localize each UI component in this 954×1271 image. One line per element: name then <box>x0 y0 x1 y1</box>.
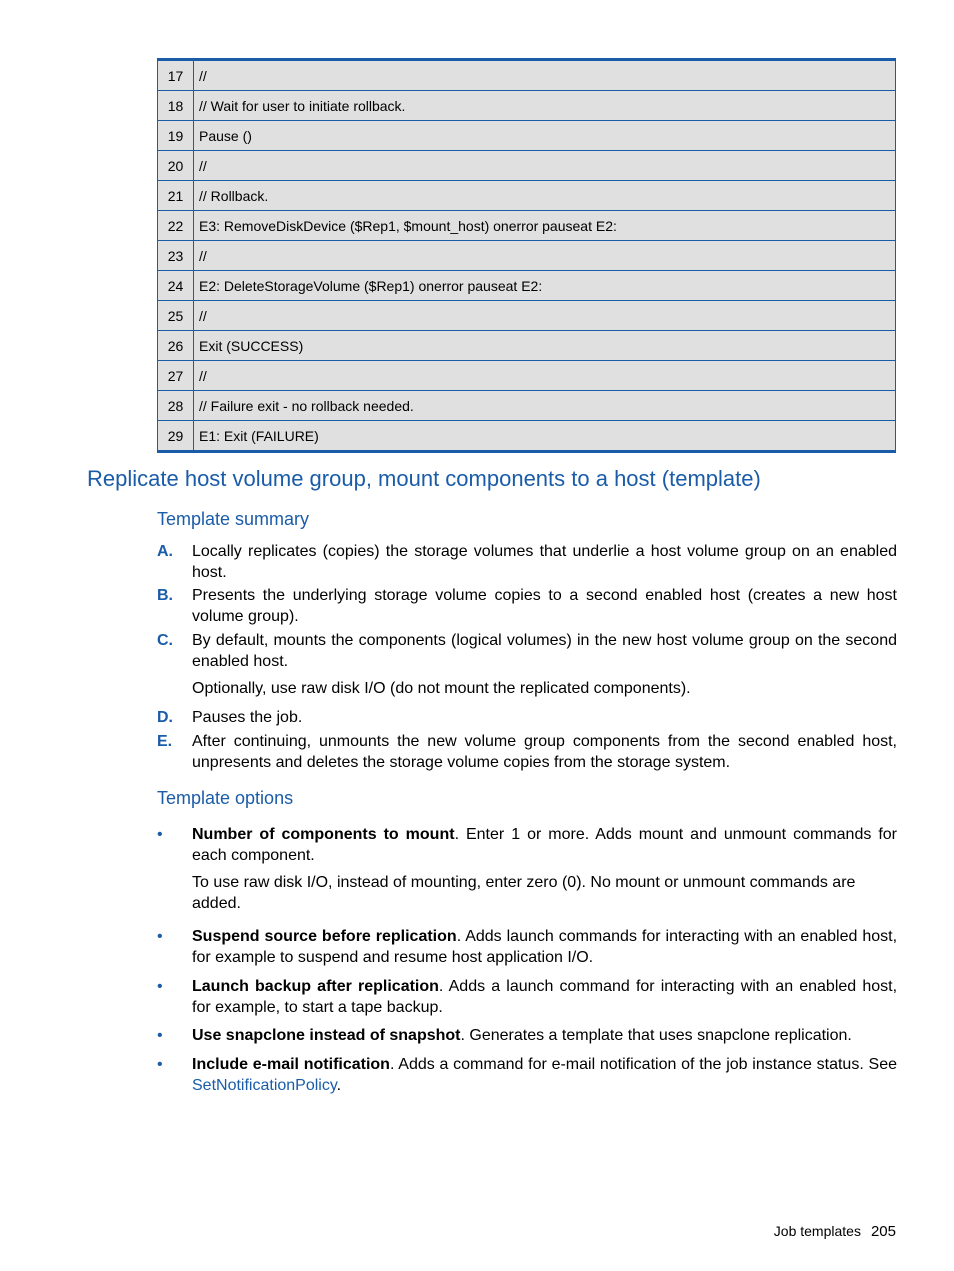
code-line: // <box>194 301 896 331</box>
list-marker: E. <box>157 733 173 750</box>
line-number: 26 <box>158 331 194 361</box>
template-options-heading: Template options <box>157 788 294 808</box>
line-number: 17 <box>158 60 194 91</box>
list-item-text: Presents the underlying storage volume copies to a second enabled host (creates a new host volume group). <box>192 587 897 625</box>
option-trailing-text: . <box>336 1077 342 1094</box>
bullet-icon: • <box>157 1056 163 1073</box>
summary-item-c <box>157 630 897 672</box>
option-label: Suspend source before replication <box>192 928 457 945</box>
bullet-icon: • <box>157 1027 163 1044</box>
code-line: E3: RemoveDiskDevice ($Rep1, $mount_host) onerror pauseat E2: <box>194 211 896 241</box>
option-label: Launch backup after replication <box>192 978 439 995</box>
option-text <box>192 976 897 1018</box>
template-summary-heading: Template summary <box>157 509 310 529</box>
line-number: 19 <box>158 121 194 151</box>
option-text <box>192 824 897 866</box>
optional-raw-io-note: Optionally, use raw disk I/O (do not mount the replicated components). <box>192 680 691 697</box>
bullet-icon: • <box>157 928 163 945</box>
line-number: 28 <box>158 391 194 421</box>
option-label: Use snapclone instead of snapshot <box>192 1027 461 1044</box>
table-row <box>158 60 896 91</box>
option-item-snapclone <box>157 1025 897 1046</box>
list-marker: C. <box>157 632 173 649</box>
code-line: Pause () <box>194 121 896 151</box>
page-footer <box>774 1223 896 1240</box>
line-number: 22 <box>158 211 194 241</box>
bullet-icon: • <box>157 826 163 843</box>
option-description: . Adds a command for e-mail notification of the job instance status. See <box>389 1056 897 1073</box>
code-line: // <box>194 361 896 391</box>
option-item-components <box>157 824 897 866</box>
list-item-text: Pauses the job. <box>192 709 303 726</box>
list-marker: D. <box>157 709 173 726</box>
line-number: 23 <box>158 241 194 271</box>
list-item-text: Locally replicates (copies) the storage volumes that underlie a host volume group on an enabled host. <box>192 543 897 581</box>
raw-io-note: To use raw disk I/O, instead of mounting, enter zero (0). No mount or unmount commands are added. <box>192 874 856 912</box>
code-listing-table <box>157 58 896 453</box>
page-number: 205 <box>870 1223 896 1240</box>
bullet-icon: • <box>157 978 163 995</box>
option-label: Include e-mail notification <box>192 1056 390 1073</box>
code-line: Exit (SUCCESS) <box>194 331 896 361</box>
table-row <box>158 361 896 391</box>
table-row <box>158 271 896 301</box>
option-item-email <box>157 1054 897 1096</box>
table-row <box>158 241 896 271</box>
code-line: // Wait for user to initiate rollback. <box>194 91 896 121</box>
option-description: . Adds a launch command for interacting with an enabled host, for example, to start a tape backup. <box>192 978 898 1016</box>
option-description: . Adds launch commands for interacting with an enabled host, for example to suspend and resume host application I/O. <box>192 928 898 966</box>
code-line: E2: DeleteStorageVolume ($Rep1) onerror pauseat E2: <box>194 271 896 301</box>
table-row <box>158 91 896 121</box>
option-text <box>192 926 897 968</box>
table-row <box>158 121 896 151</box>
section-title: Replicate host volume group, mount components to a host (template) <box>87 466 761 491</box>
option-text <box>192 1054 897 1096</box>
option-description: . Generates a template that uses snapclone replication. <box>460 1027 852 1044</box>
option-item-suspend <box>157 926 897 968</box>
list-marker: B. <box>157 587 173 604</box>
summary-item-b <box>157 585 897 627</box>
option-text <box>192 1025 897 1046</box>
code-line: // Failure exit - no rollback needed. <box>194 391 896 421</box>
line-number: 20 <box>158 151 194 181</box>
code-line: // <box>194 60 896 91</box>
table-row <box>158 421 896 452</box>
table-row <box>158 211 896 241</box>
summary-item-e <box>157 731 897 773</box>
set-notification-policy-link[interactable]: SetNotificationPolicy <box>192 1077 337 1094</box>
line-number: 25 <box>158 301 194 331</box>
table-row <box>158 181 896 211</box>
code-line: // <box>194 151 896 181</box>
option-label: Number of components to mount <box>192 826 455 843</box>
line-number: 18 <box>158 91 194 121</box>
option-item-backup <box>157 976 897 1018</box>
line-number: 24 <box>158 271 194 301</box>
list-item-text: By default, mounts the components (logical volumes) in the new host volume group on the second enabled host. <box>192 632 897 670</box>
table-row <box>158 391 896 421</box>
line-number: 29 <box>158 421 194 452</box>
table-row <box>158 331 896 361</box>
line-number: 21 <box>158 181 194 211</box>
code-line: // Rollback. <box>194 181 896 211</box>
code-line: E1: Exit (FAILURE) <box>194 421 896 452</box>
code-line: // <box>194 241 896 271</box>
list-marker: A. <box>157 543 173 560</box>
table-row <box>158 151 896 181</box>
summary-item-a <box>157 541 897 583</box>
line-number: 27 <box>158 361 194 391</box>
table-row <box>158 301 896 331</box>
footer-section-title: Job templates <box>773 1223 861 1239</box>
summary-item-d <box>157 707 897 728</box>
list-item-text: After continuing, unmounts the new volume group components from the second enabled host, unpresents and deletes the storage volume copies from the storage system. <box>192 733 897 771</box>
option-description: . Enter 1 or more. Adds mount and unmount commands for each component. <box>192 826 897 864</box>
